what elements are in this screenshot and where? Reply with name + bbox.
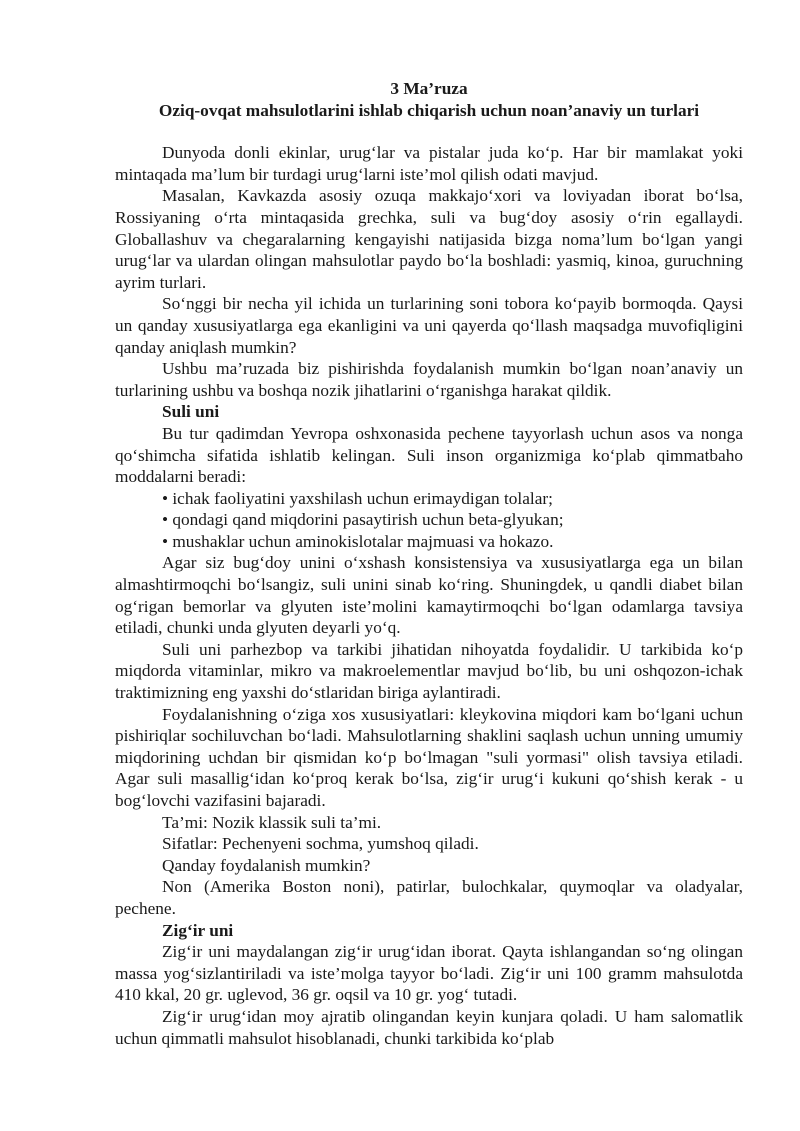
lecture-number: 3 Ma’ruza: [390, 79, 468, 98]
oat-paragraph-4: Foydalanishning o‘ziga xos xususiyatlari: kleykovina miqdori kam bo‘lgani uchun pishiriqlar sochiluvchan bo‘ladi. Mahsulotlarning shaklini saqlash uchun unning umumiy miqdorining uchdan bir qismidan ko‘p bo‘lmagan "suli yormasi" olish tavsiya etiladi. Agar suli masallig‘idan ko‘proq kerak bo‘lsa, zig‘ir urug‘i kukuni qo‘shish kerak - u bog‘lovchi vazifasini bajaradi.: [115, 704, 743, 810]
lecture-title: Oziq-ovqat mahsulotlarini ishlab chiqarish uchun noan’anaviy un turlari: [158, 100, 700, 120]
section-heading-oat-flour: Suli uni: [162, 402, 220, 422]
intro-paragraph-1: Dunyoda donli ekinlar, urug‘lar va pistalar juda ko‘p. Har bir mamlakat yoki mintaqada ma’lum bir turdagi urug‘larni iste’mol qilish odati mavjud.: [115, 143, 743, 184]
section-heading-flax-flour: Zig‘ir uni: [162, 920, 234, 940]
oat-paragraph-3: Suli uni parhezbop va tarkibi jihatidan nihoyatda foydalidir. U tarkibida ko‘p miqdorda vitaminlar, mikro va makroelementlar mavjud bo‘lib, bu uni oshqozon-ichak traktimizning eng yaxshi do‘stlaridan biriga aylantiradi.: [115, 639, 743, 703]
oat-properties: Sifatlar: Pechenyeni sochma, yumshoq qiladi.: [162, 834, 479, 854]
flax-paragraph-1: Zig‘ir uni maydalangan zig‘ir urug‘idan iborat. Qayta ishlangandan so‘ng olingan massa yog‘sizlantiriladi va iste’molga tayyor bo‘ladi. Zig‘ir uni 100 gramm mahsulotda 410 kkal, 20 gr. uglevod, 36 gr. oqsil va 10 gr. yog‘ tutadi.: [115, 942, 743, 1005]
oat-taste: Ta’mi: Nozik klassik suli ta’mi.: [162, 812, 382, 832]
oat-usage: Non (Amerika Boston noni), patirlar, bulochkalar, quymoqlar va oladyalar, pechene.: [115, 877, 743, 918]
intro-paragraph-3: So‘nggi bir necha yil ichida un turlarining soni tobora ko‘payib bormoqda. Qaysi un qanday xususiyatlarga ega ekanligini va uni qayerda qo‘llash maqsadga muvofiqligini qanday aniqlash mumkin?: [115, 294, 743, 357]
oat-paragraph-2: Agar siz bug‘doy unini o‘xshash konsistensiya va xususiyatlarga ega un bilan almashtirmoqchi bo‘lsangiz, suli unini sinab ko‘ring. Shuningdek, u qandli diabet bilan og‘rigan bemorlar va glyuten iste’molini kamaytirmoqchi bo‘lgan odamlarga tavsiya etiladi, chunki unda glyuten deyarli yo‘q.: [115, 553, 743, 638]
flax-paragraph-2: Zig‘ir urug‘idan moy ajratib olingandan keyin kunjara qoladi. U ham salomatlik uchun qimmatli mahsulot hisoblanadi, chunki tarkibida ko‘plab: [115, 1006, 743, 1048]
oat-usage-question: Qanday foydalanish mumkin?: [162, 855, 371, 875]
oat-paragraph-lead: Bu tur qadimdan Yevropa oshxonasida pechene tayyorlash uchun asos va nonga qo‘shimcha sifatida ishlatib kelingan. Suli inson organizmiga ko‘plab qimmatbaho moddalarni beradi:: [115, 423, 743, 487]
intro-paragraph-2: Masalan, Kavkazda asosiy ozuqa makkajo‘xori va loviyadan iborat bo‘lsa, Rossiyaning o‘rta mintaqasida grechka, suli va bug‘doy asosiy o‘rin egallaydi. Globallashuv va chegaralarning kengayishi natijasida bizga noma’lum bo‘lgan yangi urug‘lar va ulardan olingan mahsulotlar paydo bo‘la boshladi: yasmiq, kinoa, guruchning ayrim turlari.: [115, 186, 743, 292]
bullet-item: • mushaklar uchun aminokislotalar majmuasi va hokazo.: [162, 531, 554, 551]
intro-paragraph-4: Ushbu ma’ruzada biz pishirishda foydalanish mumkin bo‘lgan noan’anaviy un turlarining ushbu va boshqa nozik jihatlarini o‘rganishga harakat qildik.: [115, 359, 743, 400]
bullet-item: • qondagi qand miqdorini pasaytirish uchun beta-glyukan;: [162, 510, 564, 530]
bullet-item: • ichak faoliyatini yaxshilash uchun erimaydigan tolalar;: [162, 488, 553, 508]
